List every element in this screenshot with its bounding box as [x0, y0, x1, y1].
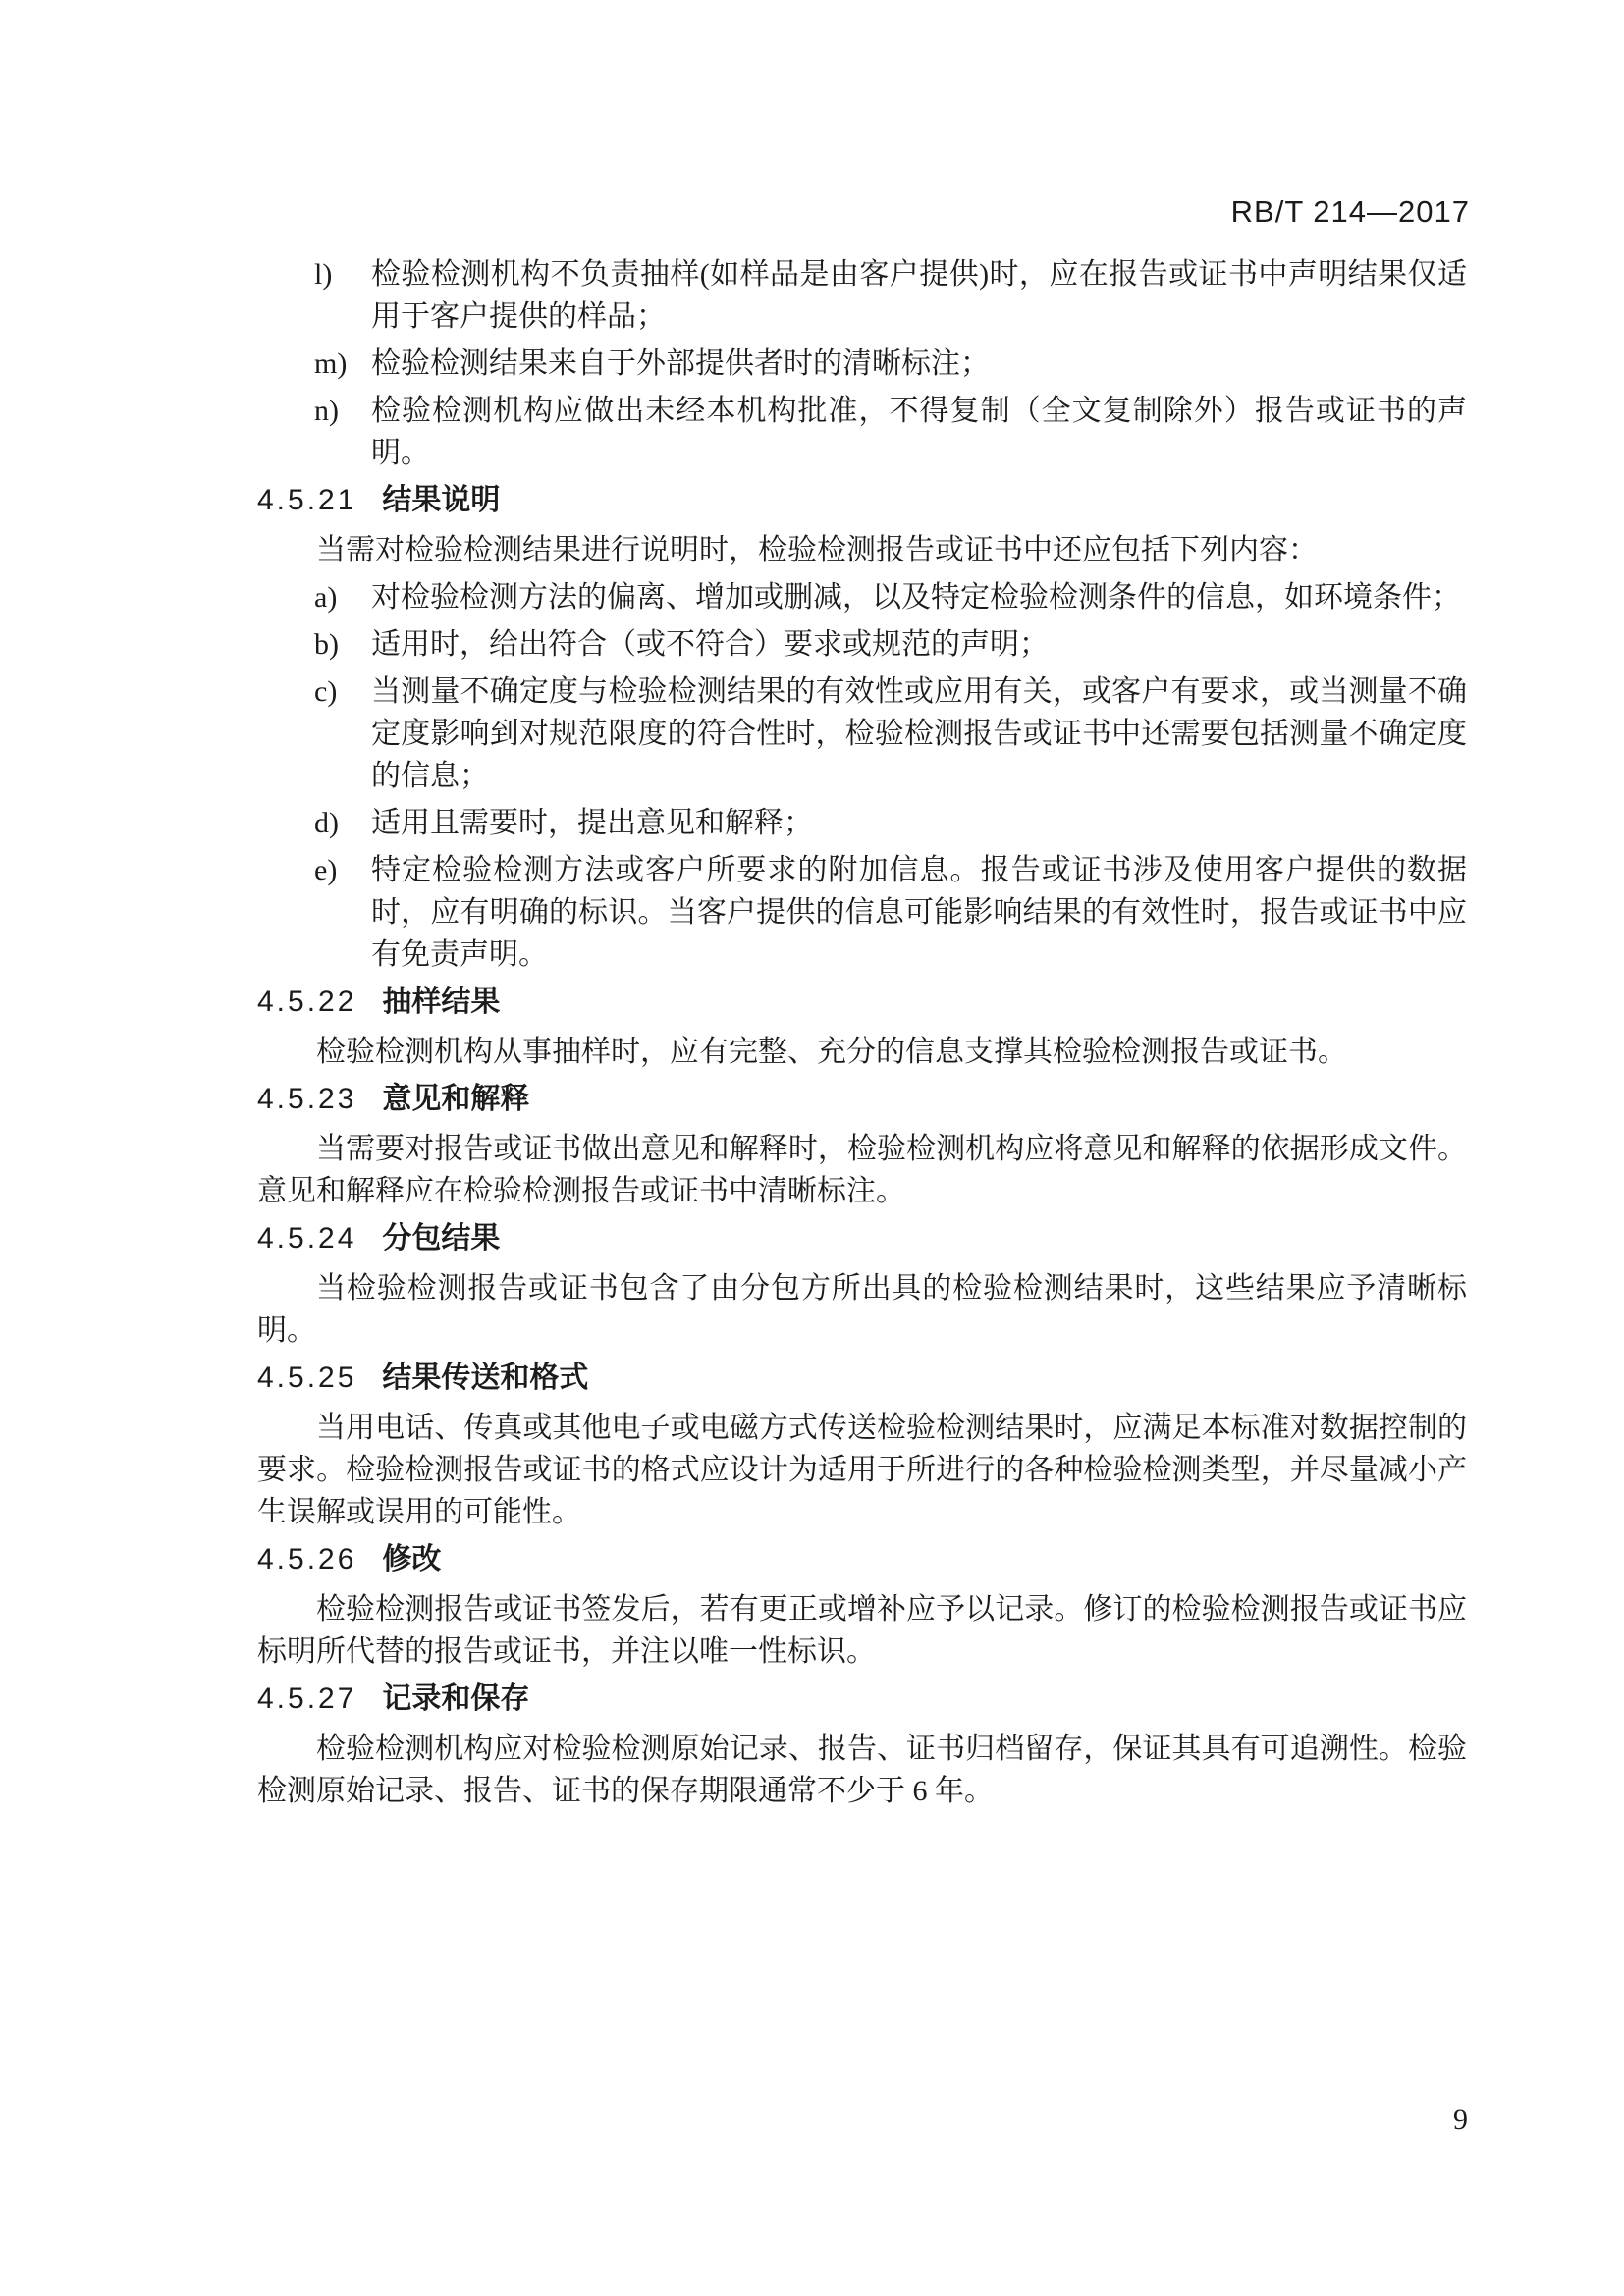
section-title: 抽样结果 [382, 986, 501, 1018]
section-title: 结果说明 [382, 484, 501, 516]
list-item [257, 390, 1467, 474]
list-item-label: e) [314, 854, 338, 886]
list-item [257, 623, 1467, 666]
list-item [257, 253, 1467, 338]
list-item [257, 343, 1467, 385]
section-number: 4.5.25 [257, 1362, 357, 1394]
section-sublist [257, 576, 1467, 976]
section-number: 4.5.21 [257, 484, 357, 516]
list-item-text: 检验检测机构应做出未经本机构批准，不得复制（全文复制除外）报告或证书的声明。 [371, 395, 1467, 469]
list-item [257, 576, 1467, 618]
section-number: 4.5.23 [257, 1083, 357, 1115]
document-code: RB/T 214—2017 [1230, 194, 1470, 229]
section-number: 4.5.27 [257, 1682, 357, 1715]
section-heading [257, 1538, 1467, 1580]
section-heading [257, 981, 1467, 1023]
list-item-text: 检验检测机构不负责抽样(如样品是由客户提供)时，应在报告或证书中声明结果仅适用于客户提供的样品； [371, 258, 1467, 333]
list-item-text: 当测量不确定度与检验检测结果的有效性或应用有关，或客户有要求，或当测量不确定度影响到对规范限度的符合性时，检验检测报告或证书中还需要包括测量不确定度的信息； [371, 675, 1467, 792]
section-number: 4.5.24 [257, 1222, 357, 1255]
paragraph: 当用电话、传真或其他电子或电磁方式传送检验检测结果时，应满足本标准对数据控制的要求。检验检测报告或证书的格式应设计为适用于所进行的各种检验检测类型，并尽量减小产生误解或误用的可能性。 [257, 1412, 1467, 1528]
section-number: 4.5.26 [257, 1543, 357, 1575]
section-title: 意见和解释 [382, 1083, 530, 1115]
paragraph: 检验检测机构从事抽样时，应有完整、充分的信息支撑其检验检测报告或证书。 [316, 1036, 1347, 1068]
list-item-label: n) [314, 395, 339, 427]
list-item-label: d) [314, 807, 339, 839]
list-item-label: l) [314, 258, 333, 291]
list-item-label: m) [314, 347, 348, 380]
list-item-text: 对检验检测方法的偏离、增加或删减，以及特定检验检测条件的信息，如环境条件； [371, 581, 1461, 614]
list-item [257, 670, 1467, 797]
section-title: 修改 [382, 1543, 442, 1575]
paragraph: 当需对检验检测结果进行说明时，检验检测报告或证书中还应包括下列内容： [316, 534, 1318, 566]
section-title: 结果传送和格式 [382, 1362, 589, 1394]
section-heading [257, 1078, 1467, 1120]
paragraph: 当需要对报告或证书做出意见和解释时，检验检测机构应将意见和解释的依据形成文件。意见和解释应在检验检测报告或证书中清晰标注。 [257, 1133, 1467, 1207]
list-item [257, 849, 1467, 976]
list-item-text: 特定检验检测方法或客户所要求的附加信息。报告或证书涉及使用客户提供的数据时，应有明确的标识。当客户提供的信息可能影响结果的有效性时，报告或证书中应有免责声明。 [371, 854, 1467, 971]
list-item-label: b) [314, 628, 339, 661]
section-heading [257, 1217, 1467, 1259]
document-content [257, 253, 1467, 1817]
section-title: 分包结果 [382, 1222, 501, 1255]
list-item-label: a) [314, 581, 338, 614]
page-number: 9 [1453, 2104, 1468, 2136]
section-title: 记录和保存 [382, 1682, 530, 1715]
section-number: 4.5.22 [257, 986, 357, 1018]
list-item-text: 检验检测结果来自于外部提供者时的清晰标注； [371, 347, 990, 380]
section-heading [257, 1678, 1467, 1720]
list-item [257, 802, 1467, 844]
section-heading [257, 479, 1467, 521]
paragraph: 当检验检测报告或证书包含了由分包方所出具的检验检测结果时，这些结果应予清晰标明。 [257, 1272, 1467, 1347]
paragraph: 检验检测机构应对检验检测原始记录、报告、证书归档留存，保证其具有可追溯性。检验检测原始记录、报告、证书的保存期限通常不少于 6 年。 [257, 1733, 1467, 1807]
list-item-label: c) [314, 675, 338, 708]
section-heading [257, 1357, 1467, 1399]
list-item-text: 适用时，给出符合（或不符合）要求或规范的声明； [371, 628, 1049, 661]
list-item-text: 适用且需要时，提出意见和解释； [371, 807, 813, 839]
continuation-list [257, 253, 1467, 474]
paragraph: 检验检测报告或证书签发后，若有更正或增补应予以记录。修订的检验检测报告或证书应标明所代替的报告或证书，并注以唯一性标识。 [257, 1593, 1467, 1668]
